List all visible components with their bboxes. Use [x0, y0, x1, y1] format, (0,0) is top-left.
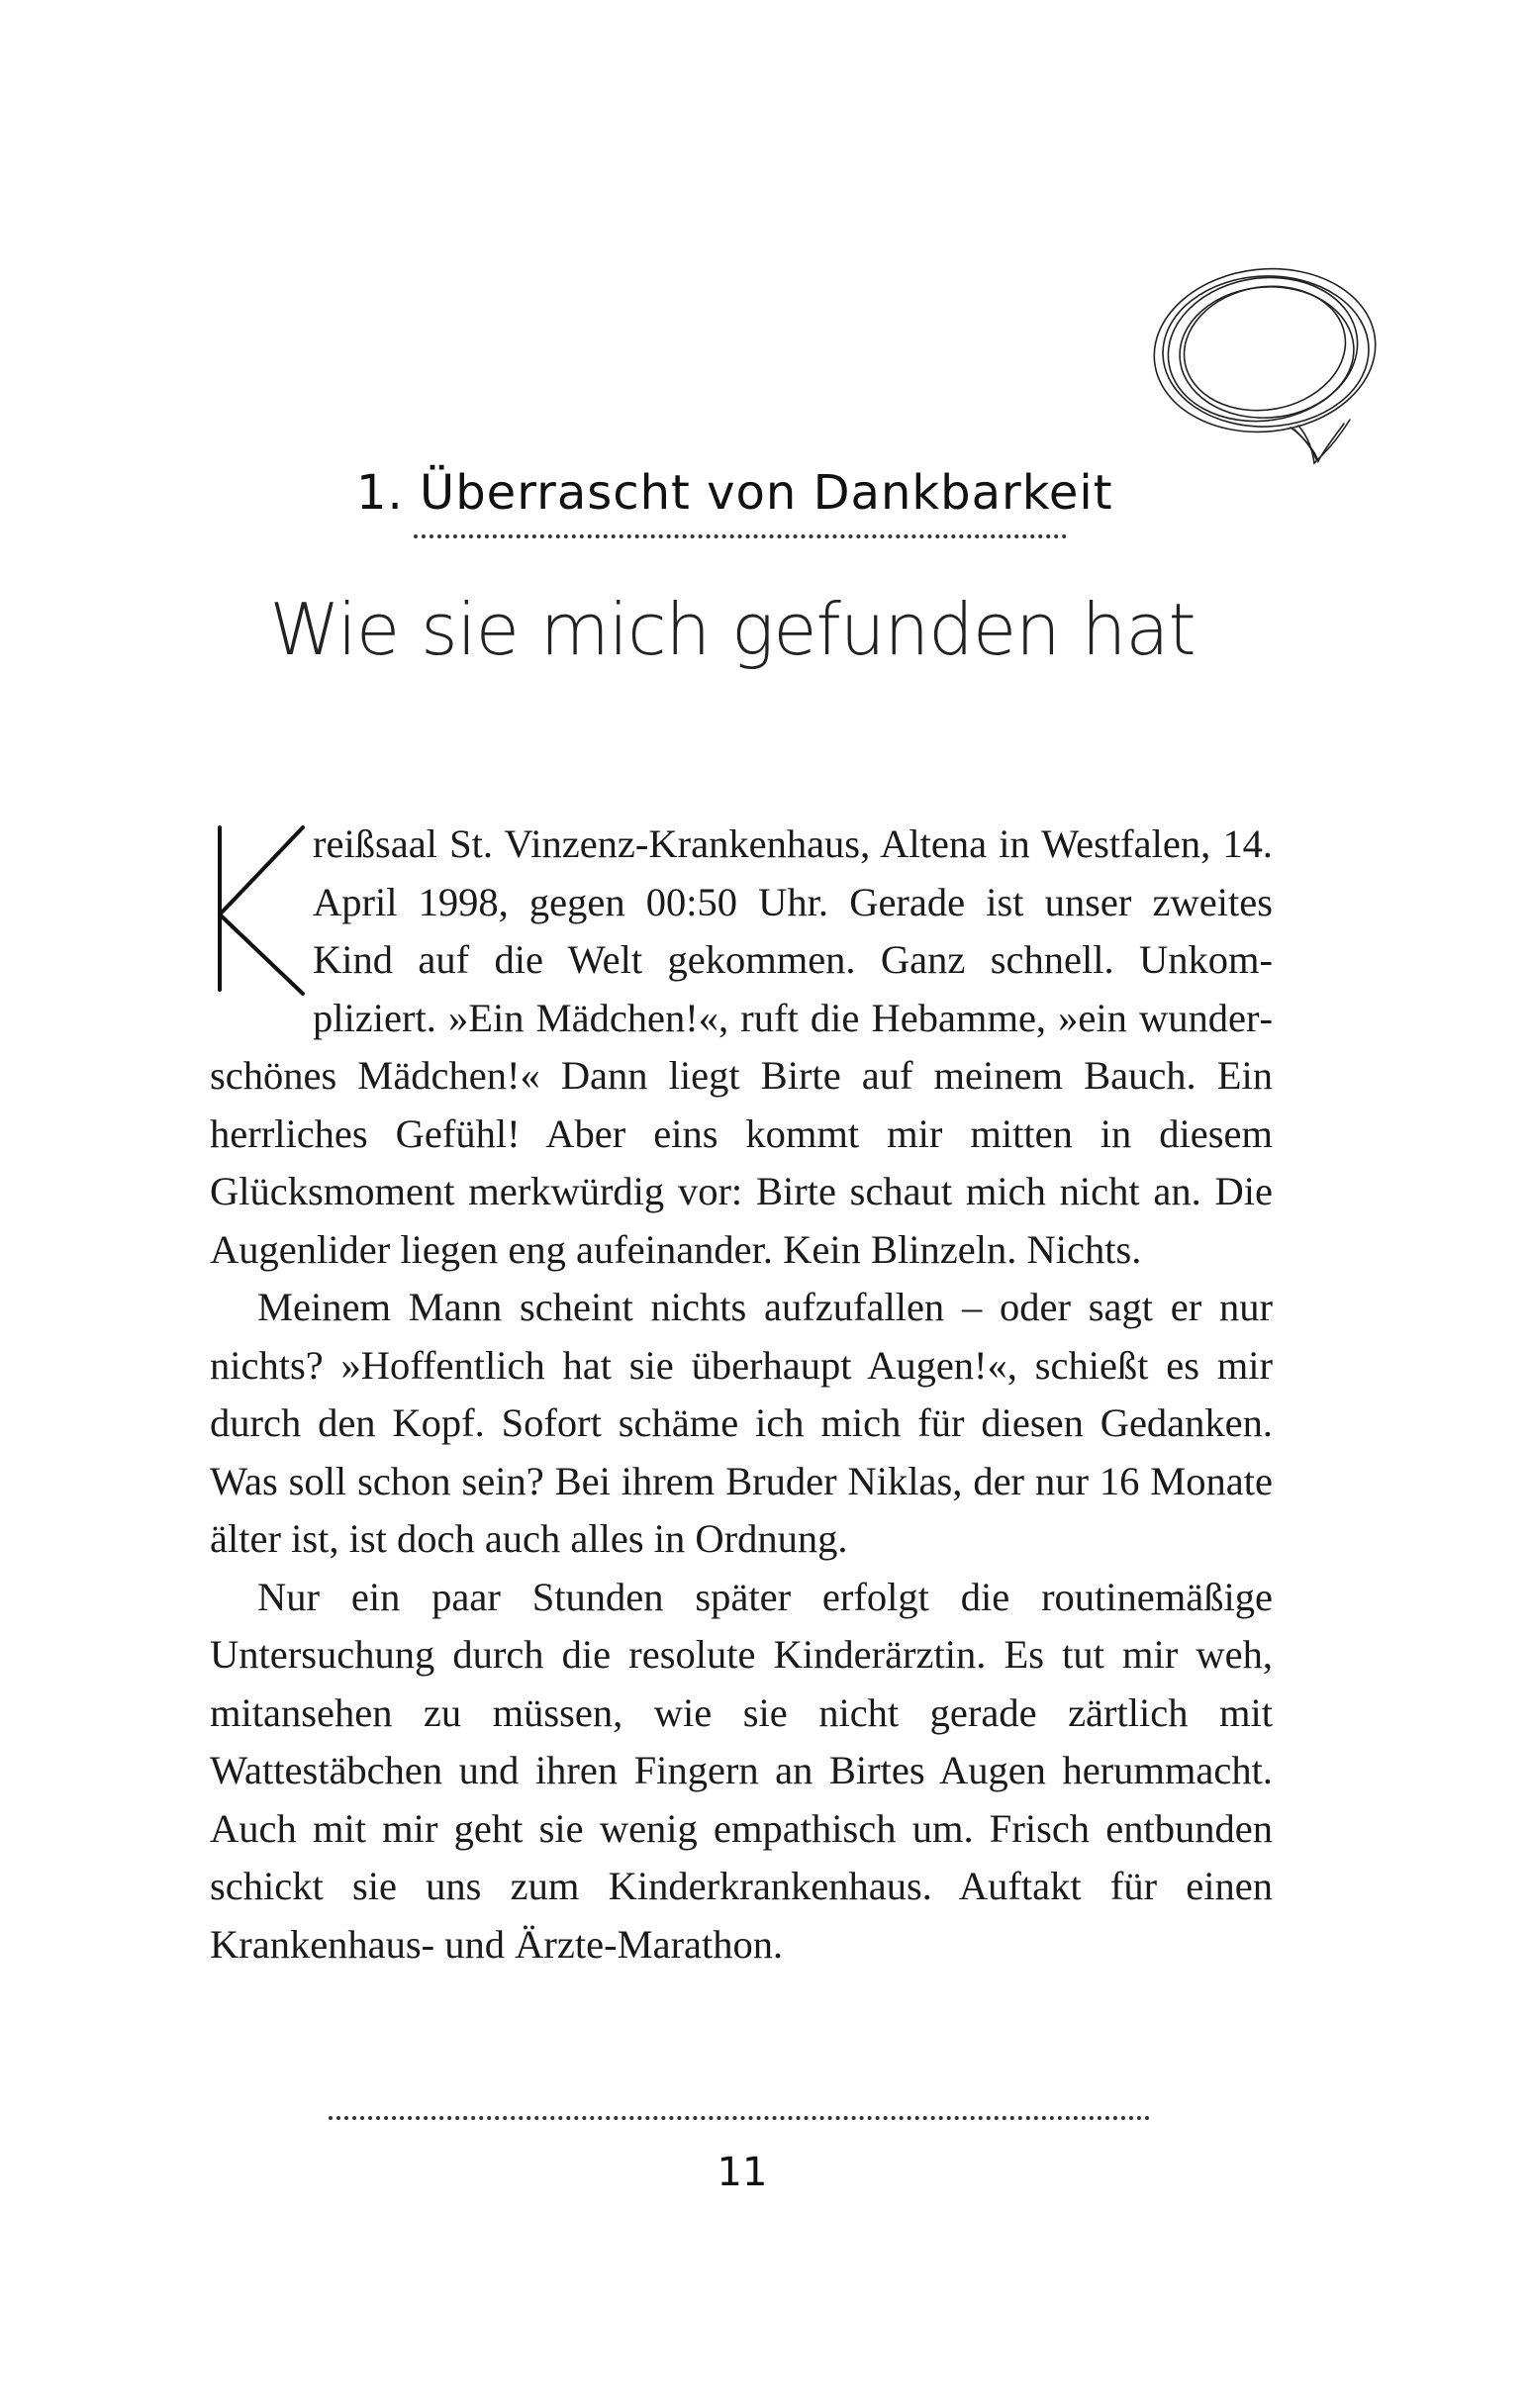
- footer-divider: [329, 2116, 1150, 2120]
- paragraph-2: Meinem Mann scheint nichts aufzufallen – oder sagt er nur nichts? »Hoffentlich hat sie überhaupt Augen!«, schießt es mir durch den Kopf. Sofort schäme ich mich für diesen Gedanken. Was soll schon sein? Bei ihrem Bruder Niklas, der nur 16 Monate älter ist, ist doch auch alles in Ordnung.: [210, 1285, 1273, 1561]
- drop-cap: [210, 823, 313, 998]
- paragraph-3: Nur ein paar Stunden später erfolgt die routinemäßige Untersuchung durch die resolute Kinderärztin. Es tut mir weh, mitansehen zu müssen, wie sie nicht gerade zärtlich mit Wattestäbchen und ihren Fingern an Birtes Augen herummacht. Auch mit mir geht sie wenig empathisch um. Frisch entbunden schickt sie uns zum Kinderkrankenhaus. Auftakt für einen Krankenhaus- und Ärzte-Marathon.: [210, 1574, 1273, 1967]
- chapter-title: 1. Überrascht von Dankbarkeit: [356, 465, 1113, 521]
- page-number: 11: [717, 2150, 768, 2195]
- paragraph-1: reißsaal St. Vinzenz-Krankenhaus, Altena in Westfalen, 14. April 1998, gegen 00:50 Uhr. Gerade ist unser zweites Kind auf die Welt gekommen. Ganz schnell. Unkompliziert. »Ein Mädchen!«, ruft die Hebamme, »ein wunderschönes Mädchen!« Dann liegt Birte auf meinem Bauch. Ein herrliches Gefühl! Aber eins kommt mir mitten in diesem Glücksmoment merkwürdig vor: Birte schaut mich nicht an. Die Augenlider liegen eng aufeinander. Kein Blinzeln. Nichts.: [210, 821, 1273, 1272]
- section-title: Wie sie mich gefunden hat: [269, 588, 1196, 671]
- body-text: [210, 816, 1273, 1974]
- chapter-divider: [414, 534, 1067, 538]
- speech-bubble-icon: [1146, 255, 1384, 473]
